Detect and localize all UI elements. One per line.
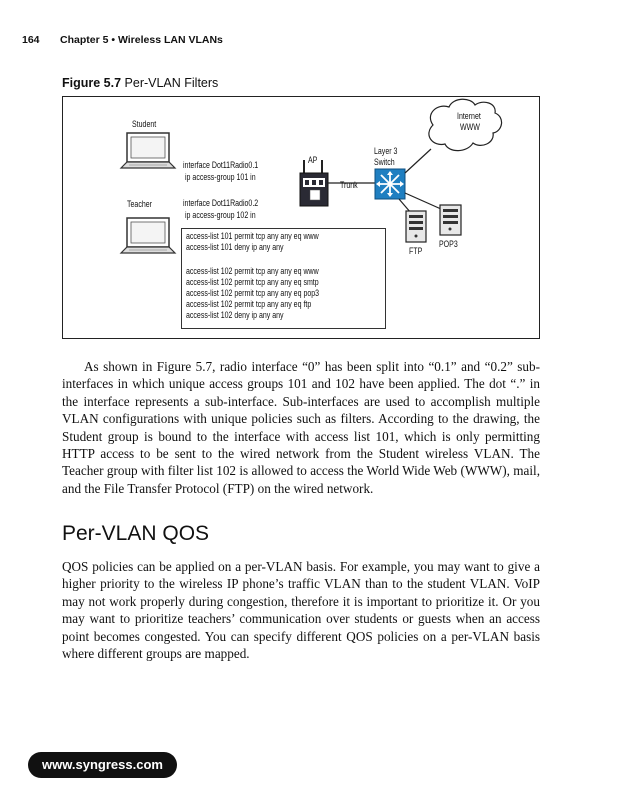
interface-2-label: interface Dot11Radio0.2: [183, 198, 259, 208]
figure-number: Figure 5.7: [62, 76, 122, 90]
layer3-switch-icon: [375, 169, 405, 199]
access-list-line: access-list 102 permit tcp any any eq pop3: [186, 288, 320, 298]
www-label: WWW: [460, 122, 480, 132]
access-list-line: access-list 101 deny ip any any: [186, 242, 284, 252]
access-list-line: access-list 102 permit tcp any any eq ftp: [186, 299, 312, 309]
pop3-label: POP3: [439, 239, 458, 249]
figure-caption: [62, 76, 218, 90]
layer3-label: Layer 3: [374, 146, 398, 156]
pop3-server-icon: [440, 205, 461, 235]
website-url-badge[interactable]: www.syngress.com: [28, 752, 177, 778]
section-heading: Per-VLAN QOS: [62, 522, 210, 545]
body-paragraph-1: As shown in Figure 5.7, radio interface “0” has been split into “0.1” and “0.2” sub-interfaces in which unique access groups 101 and 102 have been applied. The dot “.” in the interface represents a sub-interface. Sub-interfaces are used to accomplish multiple VLAN configurations with unique policies such as filters. According to the drawing, the Student group is bound to the interface with access list 101, which is only permitting HTTP access to be sent to the wired network from the Student wireless VLAN. The Teacher group with filter list 102 is allowed to access the World Wide Web (WWW), mail, and the File Transfer Protocol (FTP) on the wired network.: [62, 359, 540, 496]
access-list-line: access-list 102 permit tcp any any eq www: [186, 266, 319, 276]
access-list-line: access-list 102 permit tcp any any eq smtp: [186, 277, 319, 287]
teacher-label: Teacher: [127, 199, 152, 209]
ap-label: AP: [308, 155, 318, 165]
student-laptop-icon: [121, 133, 175, 168]
switch-label: Switch: [374, 157, 395, 167]
running-header: [22, 34, 223, 46]
access-list-line: access-list 101 permit tcp any any eq www: [186, 231, 319, 241]
access-list-line: access-list 102 deny ip any any: [186, 310, 284, 320]
ftp-server-icon: [406, 211, 426, 242]
chapter-title: Chapter 5 • Wireless LAN VLANs: [60, 34, 223, 46]
interface-1-label: interface Dot11Radio0.1: [183, 160, 259, 170]
network-diagram: [62, 96, 540, 339]
access-point-icon: [300, 160, 328, 206]
student-label: Student: [132, 119, 157, 129]
access-group-1-label: ip access-group 101 in: [185, 172, 256, 182]
body-paragraph-2: QOS policies can be applied on a per-VLAN basis. For example, you may want to give a higher priority to the wireless IP phone’s traffic VLAN than to the student VLAN. VoIP may not work properly during congestion, therefore it is important to prioritize it. Or you may want to prioritize teachers’ communication over students or guests when an access point becomes congested. You can specify different QOS policies on a per-VLAN basis where different groups are mapped.: [62, 559, 540, 662]
internet-label: Internet: [457, 111, 481, 121]
teacher-laptop-icon: [121, 218, 175, 253]
access-list-box: [181, 228, 386, 329]
trunk-label: Trunk: [340, 180, 358, 190]
page-number: 164: [22, 34, 40, 46]
access-group-2-label: ip access-group 102 in: [185, 210, 256, 220]
ftp-label: FTP: [409, 246, 423, 256]
figure-title: Per-VLAN Filters: [124, 76, 219, 90]
pop3-link: [405, 193, 441, 209]
internet-link: [405, 149, 431, 173]
